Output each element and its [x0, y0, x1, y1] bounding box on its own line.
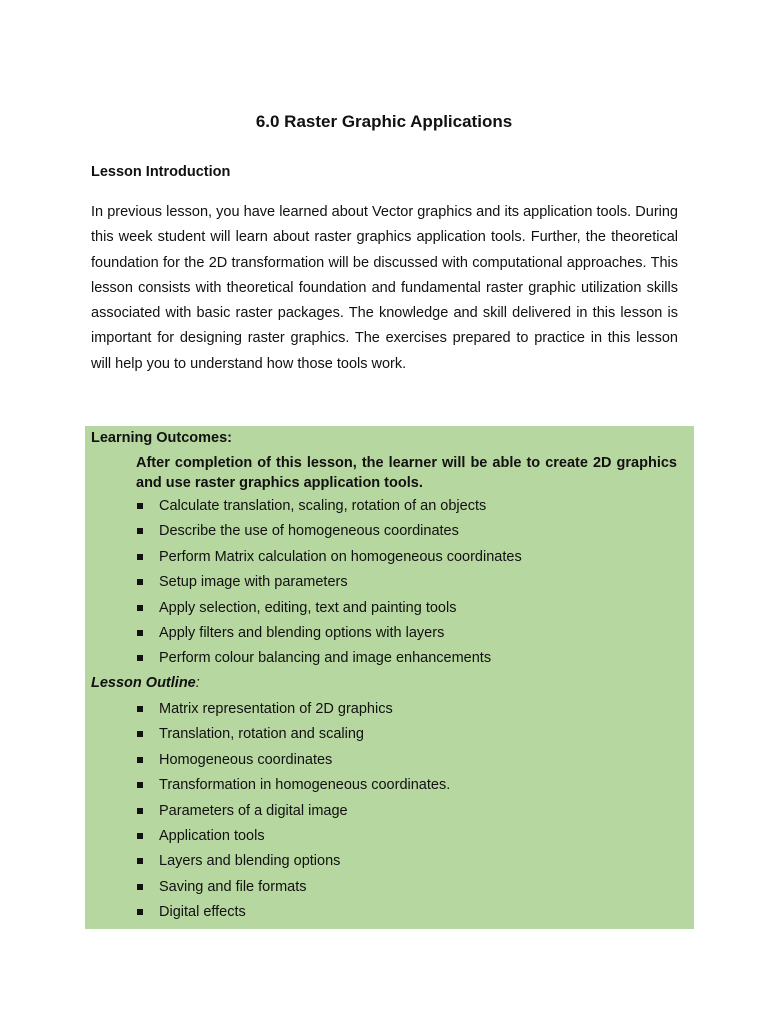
list-item-text: Apply filters and blending options with layers [159, 624, 445, 641]
square-bullet-icon [137, 528, 143, 534]
list-item-text: Parameters of a digital image [159, 802, 348, 819]
page-title: 6.0 Raster Graphic Applications [255, 112, 513, 131]
square-bullet-icon [137, 579, 143, 585]
learning-outcomes-box [85, 426, 694, 929]
square-bullet-icon [137, 782, 143, 788]
lesson-outline-heading-text: Lesson Outline [91, 675, 196, 691]
list-item-text: Perform colour balancing and image enhancements [159, 650, 492, 667]
list-item-text: Transformation in homogeneous coordinates. [159, 777, 451, 794]
square-bullet-icon [137, 503, 143, 509]
learning-outcomes-intro: After completion of this lesson, the learner will be able to create 2D graphics and use raster graphics application tools. [136, 455, 677, 491]
square-bullet-icon [137, 884, 143, 890]
list-item [136, 572, 522, 597]
list-item [136, 750, 450, 775]
square-bullet-icon [137, 757, 143, 763]
list-item [136, 902, 450, 927]
list-item [136, 724, 450, 749]
list-item [136, 547, 522, 572]
list-item [136, 775, 450, 800]
list-item-text: Application tools [159, 827, 265, 844]
list-item-text: Translation, rotation and scaling [159, 726, 364, 743]
list-item [136, 877, 450, 902]
square-bullet-icon [137, 833, 143, 839]
list-item [136, 648, 522, 673]
lesson-introduction-heading: Lesson Introduction [91, 164, 231, 180]
list-item-text: Calculate translation, scaling, rotation of an objects [159, 498, 487, 514]
lesson-outline-heading [91, 675, 200, 691]
lesson-outline-list [136, 699, 450, 928]
square-bullet-icon [137, 655, 143, 661]
list-item-text: Setup image with parameters [159, 574, 348, 591]
list-item [136, 801, 450, 826]
list-item-text: Describe the use of homogeneous coordinates [159, 523, 459, 540]
square-bullet-icon [137, 554, 143, 560]
learning-outcomes-heading: Learning Outcomes: [91, 430, 232, 446]
square-bullet-icon [137, 731, 143, 737]
square-bullet-icon [137, 808, 143, 814]
list-item-text: Saving and file formats [159, 878, 307, 895]
square-bullet-icon [137, 909, 143, 915]
list-item-text: Layers and blending options [159, 853, 341, 870]
list-item [136, 826, 450, 851]
square-bullet-icon [137, 706, 143, 712]
square-bullet-icon [137, 858, 143, 864]
square-bullet-icon [137, 630, 143, 636]
list-item [136, 496, 522, 521]
list-item-text: Perform Matrix calculation on homogeneous coordinates [159, 548, 522, 565]
list-item-text: Apply selection, editing, text and painting tools [159, 599, 457, 616]
lesson-outline-heading-colon: : [195, 675, 200, 691]
list-item [136, 521, 522, 546]
lesson-introduction-paragraph: In previous lesson, you have learned about Vector graphics and its application tools. During this week student will learn about raster graphics application tools. Further, the theoretical foundation for the 2D transformation will be discussed with computational approaches. This lesson consists with theoretical foundation and fundamental raster graphic utilization skills associated with basic raster packages. The knowledge and skill delivered in this lesson is important for designing raster graphics. The exercises prepared to practice in this lesson will help you to understand how those tools work. [91, 204, 678, 372]
list-item-text: Matrix representation of 2D graphics [159, 701, 393, 717]
list-item [136, 699, 450, 724]
list-item [136, 623, 522, 648]
list-item [136, 598, 522, 623]
learning-outcomes-list [136, 496, 522, 674]
square-bullet-icon [137, 605, 143, 611]
list-item-text: Homogeneous coordinates [159, 751, 333, 768]
list-item [136, 851, 450, 876]
list-item-text: Digital effects [159, 904, 246, 921]
